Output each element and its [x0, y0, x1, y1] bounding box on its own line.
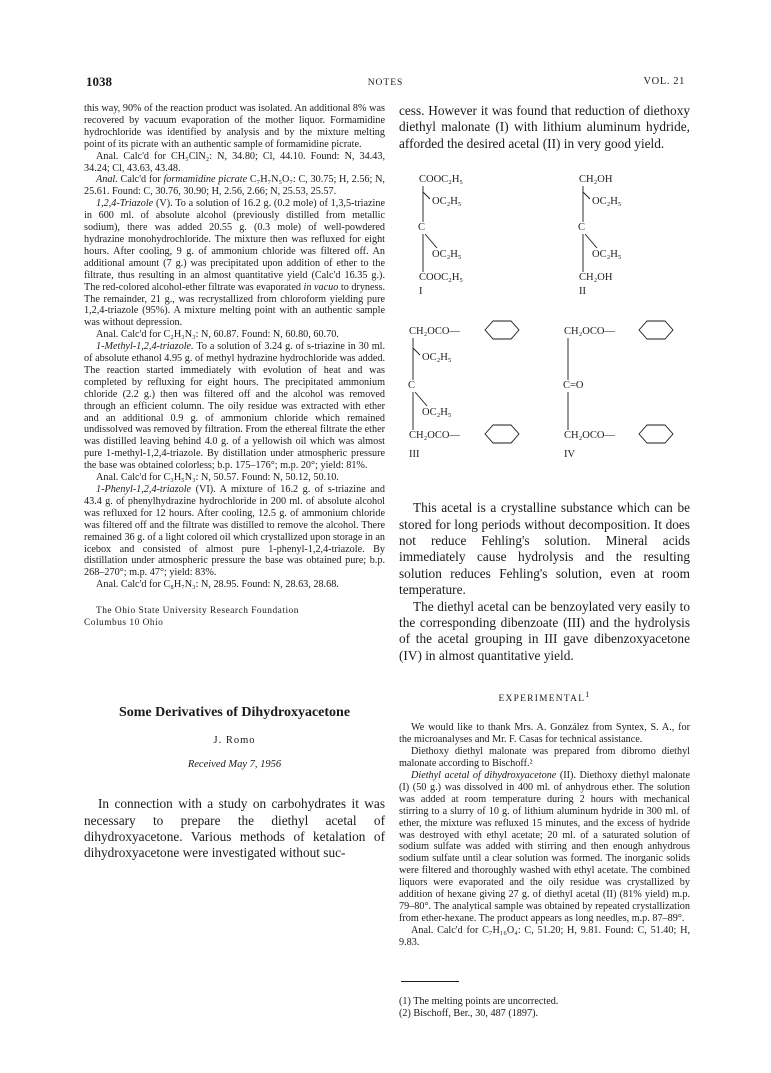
- formula-text: C: [408, 380, 416, 392]
- compound-label: I: [419, 286, 423, 298]
- footnote-marker: 1: [585, 690, 591, 700]
- text-run: (VI). A mixture of 16.2 g. of s-triazine and 43.4 g. of phenylhydrazine hydrochloride in 200 ml. of absolute alcohol was refluxed for 12 hours. After cooling, 12.5 g. of ammonium chloride was filtered off and the filtrate was distilled to remove the alcohol. There remained 36 g. of a light colored oil which crystallized upon storage in an icebox and consisted of almost pure 1-phenyl-1,2,4-triazole. By distillation under atmospheric pressure the base was obtained pure; b.p. 268–270°; m.p. 47°; yield: 83%.: [84, 484, 386, 579]
- footnote: (1) The melting points are uncorrected.: [399, 995, 559, 1007]
- paragraph: The diethyl acetal can be benzoylated very easily to the corresponding dibenzoate (III) and the hydrolysis of the acetal grouping in III gave dibenzoxyacetone (IV) in almost quantitative yield.: [399, 598, 690, 663]
- text-run: to dryness. The remainder, 21 g., was recrystallized from chloroform yielding pure 1,2,4-triazole (95%). A mixture melting point with an authentic sample was without depression.: [84, 281, 386, 329]
- benzene-ring: [485, 321, 519, 339]
- formula-text: CH₂OH: [579, 272, 613, 284]
- formula-text: CH₂OCO—: [409, 326, 460, 338]
- running-head: NOTES: [367, 78, 404, 88]
- volume-label: VOL. 21: [643, 76, 685, 87]
- analysis-line: Anal. Calc'd for C₇H₁₆O₄: C, 51.20; H, 9.81. Found: C, 51.40; H, 9.83.: [399, 924, 690, 948]
- chemical-structures: [399, 162, 690, 492]
- section-heading: [399, 690, 690, 704]
- text-run: (V). To a solution of 16.2 g. (0.2 mole) of 1,3,5-triazine in 600 ml. of absolute alcohol (previously distilled from metallic sodium), there was added 20.55 g. (0.3 mole) of well-powdered hydrazine monohydrochloride. The mixture then was refluxed for eight hours. After cooling, 9 g. of ammonium chloride was filtered off. An additional amount (7 g.) was precipitated upon addition of ether to the filtrate, thus resulting in an almost quantitative yield (Calc'd 16.35 g.). The red-colored alcohol-ether filtrate was evaporated: [84, 198, 385, 293]
- formula-text: C=O: [563, 380, 584, 392]
- affiliation-line: Columbus 10 Ohio: [84, 618, 164, 629]
- analysis-line: Anal. Calc'd for C₈H₇N₃: N, 28.95. Found: N, 28.63, 28.68.: [96, 579, 339, 591]
- procedure-paragraph: [399, 770, 690, 925]
- formula-text: CH₂OH: [579, 174, 613, 186]
- page-number: 1038: [86, 74, 112, 89]
- formula-text: CH₂OCO—: [564, 326, 615, 338]
- structure-I: [418, 174, 463, 297]
- analysis-line: Anal. Calc'd for CH₅ClN₂: N, 34.80; Cl, 44.10. Found: N, 34.43, 34.24; Cl, 43.63, 43.48.: [84, 150, 385, 174]
- formula-text: OC₂H₅: [592, 249, 622, 261]
- compound-heading: Diethyl acetal of dihydroxyacetone: [411, 770, 557, 782]
- intro-continuation: cess. However it was found that reduction of diethoxy diethyl malonate (I) with lithium aluminum hydride, afforded the desired acetal (II) in very good yield.: [399, 103, 690, 151]
- paragraph: Diethoxy diethyl malonate was prepared from dibromo diethyl malonate according to Bischoff.²: [399, 746, 690, 770]
- compound-name: formamidine picrate: [163, 174, 248, 186]
- right-column: [399, 103, 690, 1021]
- compound-label: II: [579, 286, 586, 298]
- formula-text: OC₂H₅: [422, 352, 452, 364]
- benzene-ring: [485, 425, 519, 443]
- procedure-paragraph: [84, 484, 385, 579]
- formula-text: OC₂H₅: [592, 196, 622, 208]
- article-title: Some Derivatives of Dihydroxyacetone: [118, 705, 351, 721]
- text-run: (II). Diethoxy diethyl malonate (I) (50 g.) was dissolved in 400 ml. of anhydrous ether. The solution was added at room temperature during 2 hours with mechanical stirring to a slurry of 10 g. of lithium aluminum hydride in 300 ml. of ether, the mixture was refluxed 15 minutes, and the excess of hydride was destroyed with ethyl acetate; 20 ml. of a saturated solution of sodium sulfate was added with stirring and then enough anhydrous sodium sulfate until a clear solution was formed. The inorganic solids were filtered and thoroughly washed with ethyl acetate. The combined liquors were evaporated and the oily residue was crystallized by addition of hexane giving 27 g. of diethyl acetal (II) (81% yield) m.p. 79–80°. The analytical sample was obtained by repeated crystallization from ether-hexane. The product appears as long needles, m.p. 87–89°.: [399, 770, 690, 924]
- paragraph: this way, 90% of the reaction product was isolated. An additional 8% was recovered by vacuum evaporation of the mother liquor. Formamidine hydrochloride was identified by analysis and by the mixture melting point of its picrate with an authentic sample of formamidine picrate.: [84, 103, 385, 150]
- analysis-line: [84, 174, 385, 198]
- formula-text: CH₂OCO—: [409, 430, 460, 442]
- italic-term: in vacuo: [303, 281, 339, 293]
- text-run: C₇H₇N₅O₇: C, 30.75; H, 2.56; N, 25.61. Found: C, 30.76, 30.90; H, 2.56, 2.66; N, 25.53, 25.57.: [84, 174, 385, 198]
- structure-II: [578, 174, 622, 297]
- intro-paragraph: In connection with a study on carbohydrates it was necessary to prepare the diethyl acetal of dihydroxyacetone. Various methods of ketalation of dihydroxyacetone were investigated without suc-: [84, 796, 385, 861]
- formula-text: CH₂OCO—: [564, 430, 615, 442]
- formula-text: C: [578, 222, 586, 234]
- compound-label: III: [409, 449, 420, 461]
- compound-heading: 1-Phenyl-1,2,4-triazole: [96, 484, 192, 495]
- structure-III: [408, 321, 519, 460]
- footnote: (2) Bischoff, Ber., 30, 487 (1897).: [399, 1008, 539, 1020]
- formula-text: COOC₂H₅: [419, 174, 464, 186]
- footnote-rule: [401, 981, 459, 982]
- formula-text: C: [418, 222, 426, 234]
- text-run: Calc'd for: [117, 174, 164, 186]
- compound-label: IV: [564, 449, 576, 461]
- procedure-paragraph: [84, 341, 385, 472]
- analysis-line: Anal. Calc'd for C₃H₅N₃: N, 50.57. Found: N, 50.12, 50.10.: [96, 472, 339, 484]
- formula-text: OC₂H₅: [432, 249, 462, 261]
- received-date: Received May 7, 1956: [187, 759, 282, 771]
- compound-heading: 1,2,4-Triazole: [96, 198, 154, 210]
- formula-text: COOC₂H₅: [419, 272, 464, 284]
- formula-text: OC₂H₅: [432, 196, 462, 208]
- compound-heading: 1-Methyl-1,2,4-triazole.: [96, 341, 194, 353]
- heading-text: EXPERIMENTAL: [498, 694, 586, 705]
- author: J. Romo: [213, 735, 256, 747]
- benzene-ring: [639, 321, 673, 339]
- run-in-label: Anal.: [96, 174, 118, 186]
- text-run: To a solution of 3.24 g. of s-triazine in 30 ml. of absolute ethanol 4.95 g. of methyl hydrazine hydrochloride was added. The reaction started immediately with evolution of heat and was completed by refluxing for eight hours. The precipitated ammonium chloride (2.2 g.) then was filtered off and the alcohol was removed through an efficient column. The oily residue was extracted with ether and an additional 0.9 g. of ammonium chloride which remained undissolved was removed by filtration. From the ethereal filtrate the ether was distilled leaving behind 4.0 g. of a yellowish oil which was almost pure 1-methyl-1,2,4-triazole. By distillation under atmospheric pressure the base was obtained colorless; b.p. 175–176°; m.p. 20°; yield: 81%.: [84, 341, 385, 472]
- acknowledgment: We would like to thank Mrs. A. González from Syntex, S. A., for the microanalyses and Mr. F. Casas for technical assistance.: [399, 722, 690, 746]
- affiliation-line: The Ohio State University Research Foundation: [96, 606, 299, 617]
- benzene-ring: [639, 425, 673, 443]
- paragraph: This acetal is a crystalline substance which can be stored for long periods without decomposition. It does not reduce Fehling's solution. Mineral acids immediately cause hydrolysis and the resulting solution reduces Fehling's solution, even at room temperature.: [399, 500, 690, 598]
- left-column: [84, 103, 385, 862]
- structure-IV: [563, 321, 673, 460]
- analysis-line: Anal. Calc'd for C₂H₃N₃: N, 60.87. Found: N, 60.80, 60.70.: [96, 329, 339, 341]
- formula-text: OC₂H₅: [422, 407, 452, 419]
- affiliation: [84, 605, 385, 629]
- procedure-paragraph: [84, 198, 385, 329]
